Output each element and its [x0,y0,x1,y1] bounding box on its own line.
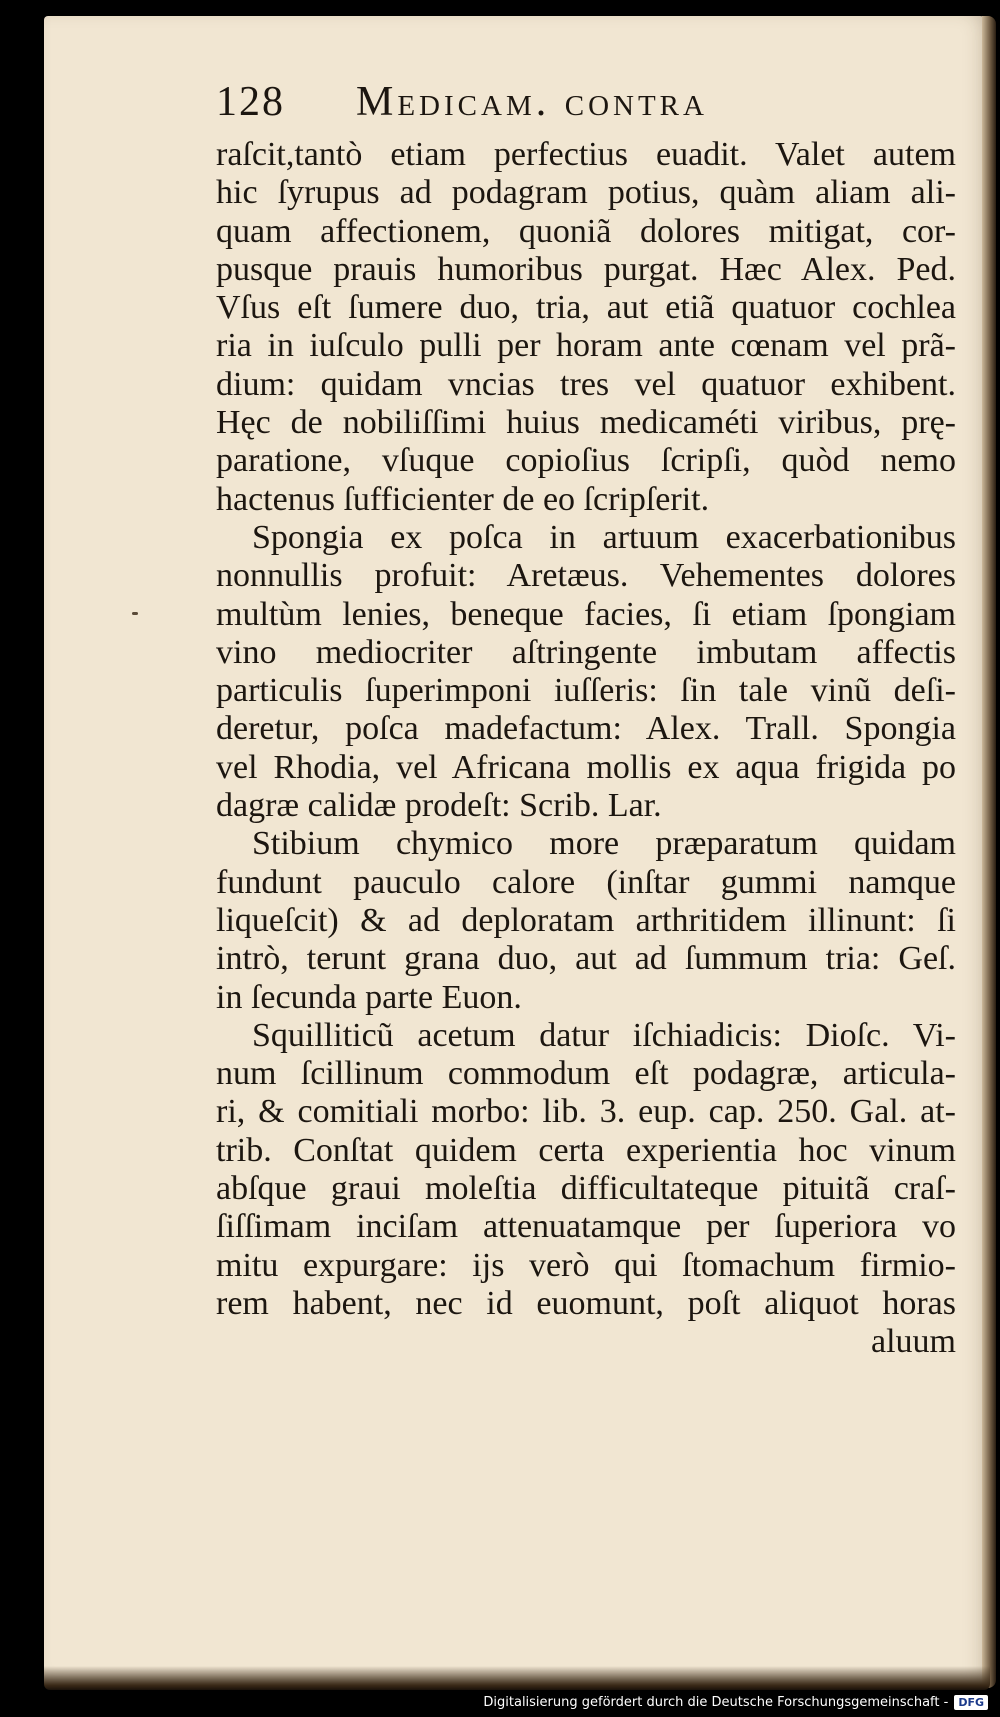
text-line: liqueſcit) & ad deploratam arthritidem illinunt: ſi [216,901,956,939]
text-line: fundunt pauculo calore (inſtar gummi namque [216,863,956,901]
text-line: trib. Conſtat quidem certa experientia hoc vinum [216,1131,956,1169]
text-line: dium: quidam vncias tres vel quatuor exhibent. [216,365,956,403]
margin-mark [132,612,138,615]
page-edge-bottom [44,1666,990,1690]
text-line: nonnullis profuit: Aretæus. Vehementes dolores [216,557,956,595]
footer-credit: Digitalisierung gefördert durch die Deutsche Forschungsgemeinschaft - [483,1694,949,1710]
text-line: vino mediocriter aſtringente imbutam affectis [216,633,956,671]
text-line: quam affectionem, quoniã dolores mitigat, cor- [216,212,956,250]
page-edge-right [982,16,996,1688]
text-line: pusque prauis humoribus purgat. Hæc Alex. Ped. [216,250,956,288]
text-line: rem habent, nec id euomunt, poſt aliquot horas [216,1284,956,1322]
body-text [216,136,956,1362]
text-line: Hęc de nobiliſſimi huius medicaméti viribus, prę- [216,404,956,442]
page-number: 128 [216,79,285,125]
text-line: ri, & comitiali morbo: lib. 3. eup. cap. 250. Gal. at- [216,1093,956,1131]
text-line: vel Rhodia, vel Africana mollis ex aqua frigida po [216,748,956,786]
text-line: deretur, poſca madefactum: Alex. Trall. Spongia [216,710,956,748]
text-line: intrò, terunt grana duo, aut ad ſummum tria: Geſ. [216,940,956,978]
catchword: aluum [871,1323,956,1361]
text-line: Vſus eſt ſumere duo, tria, aut etiã quatuor cochlea [216,289,956,327]
text-line: dagræ calidæ prodeſt: Scrib. Lar. [216,787,662,825]
running-head: Medicam. contra [356,79,708,125]
text-line: ſiſſimam inciſam attenuatamque per ſuperiora vo [216,1208,956,1246]
text-line: ria in iuſculo pulli per horam ante cœnam vel prã- [216,327,956,365]
text-line: raſcit,tantò etiam perfectius euadit. Valet autem [216,136,956,173]
text-line: abſque graui moleſtia difficultateque pituitã craſ- [216,1170,956,1208]
text-line: Spongia ex poſca in artuum exacerbationibus [252,518,956,556]
text-line: in ſecunda parte Euon. [216,978,522,1016]
digitization-footer [483,1691,988,1713]
dfg-logo-icon: DFG [954,1695,988,1710]
text-line: particulis ſuperimponi iuſſeris: ſin tale vinũ deſi- [216,672,956,710]
text-line: mitu expurgare: ijs verò qui ſtomachum firmio- [216,1246,956,1284]
page-header [216,78,776,138]
text-line: Squilliticũ acetum datur iſchiadicis: Dioſc. Vi- [252,1016,956,1054]
text-line: paratione, vſuque copioſius ſcripſi, quòd nemo [216,442,956,480]
text-line: Stibium chymico more præparatum quidam [252,825,956,863]
text-line: num ſcillinum commodum eſt podagræ, articula- [216,1055,956,1093]
text-line: hactenus ſufficienter de eo ſcripſerit. [216,480,710,518]
text-line: multùm lenies, beneque facies, ſi etiam ſpongiam [216,595,956,633]
text-line: hic ſyrupus ad podagram potius, quàm aliam ali- [216,174,956,212]
